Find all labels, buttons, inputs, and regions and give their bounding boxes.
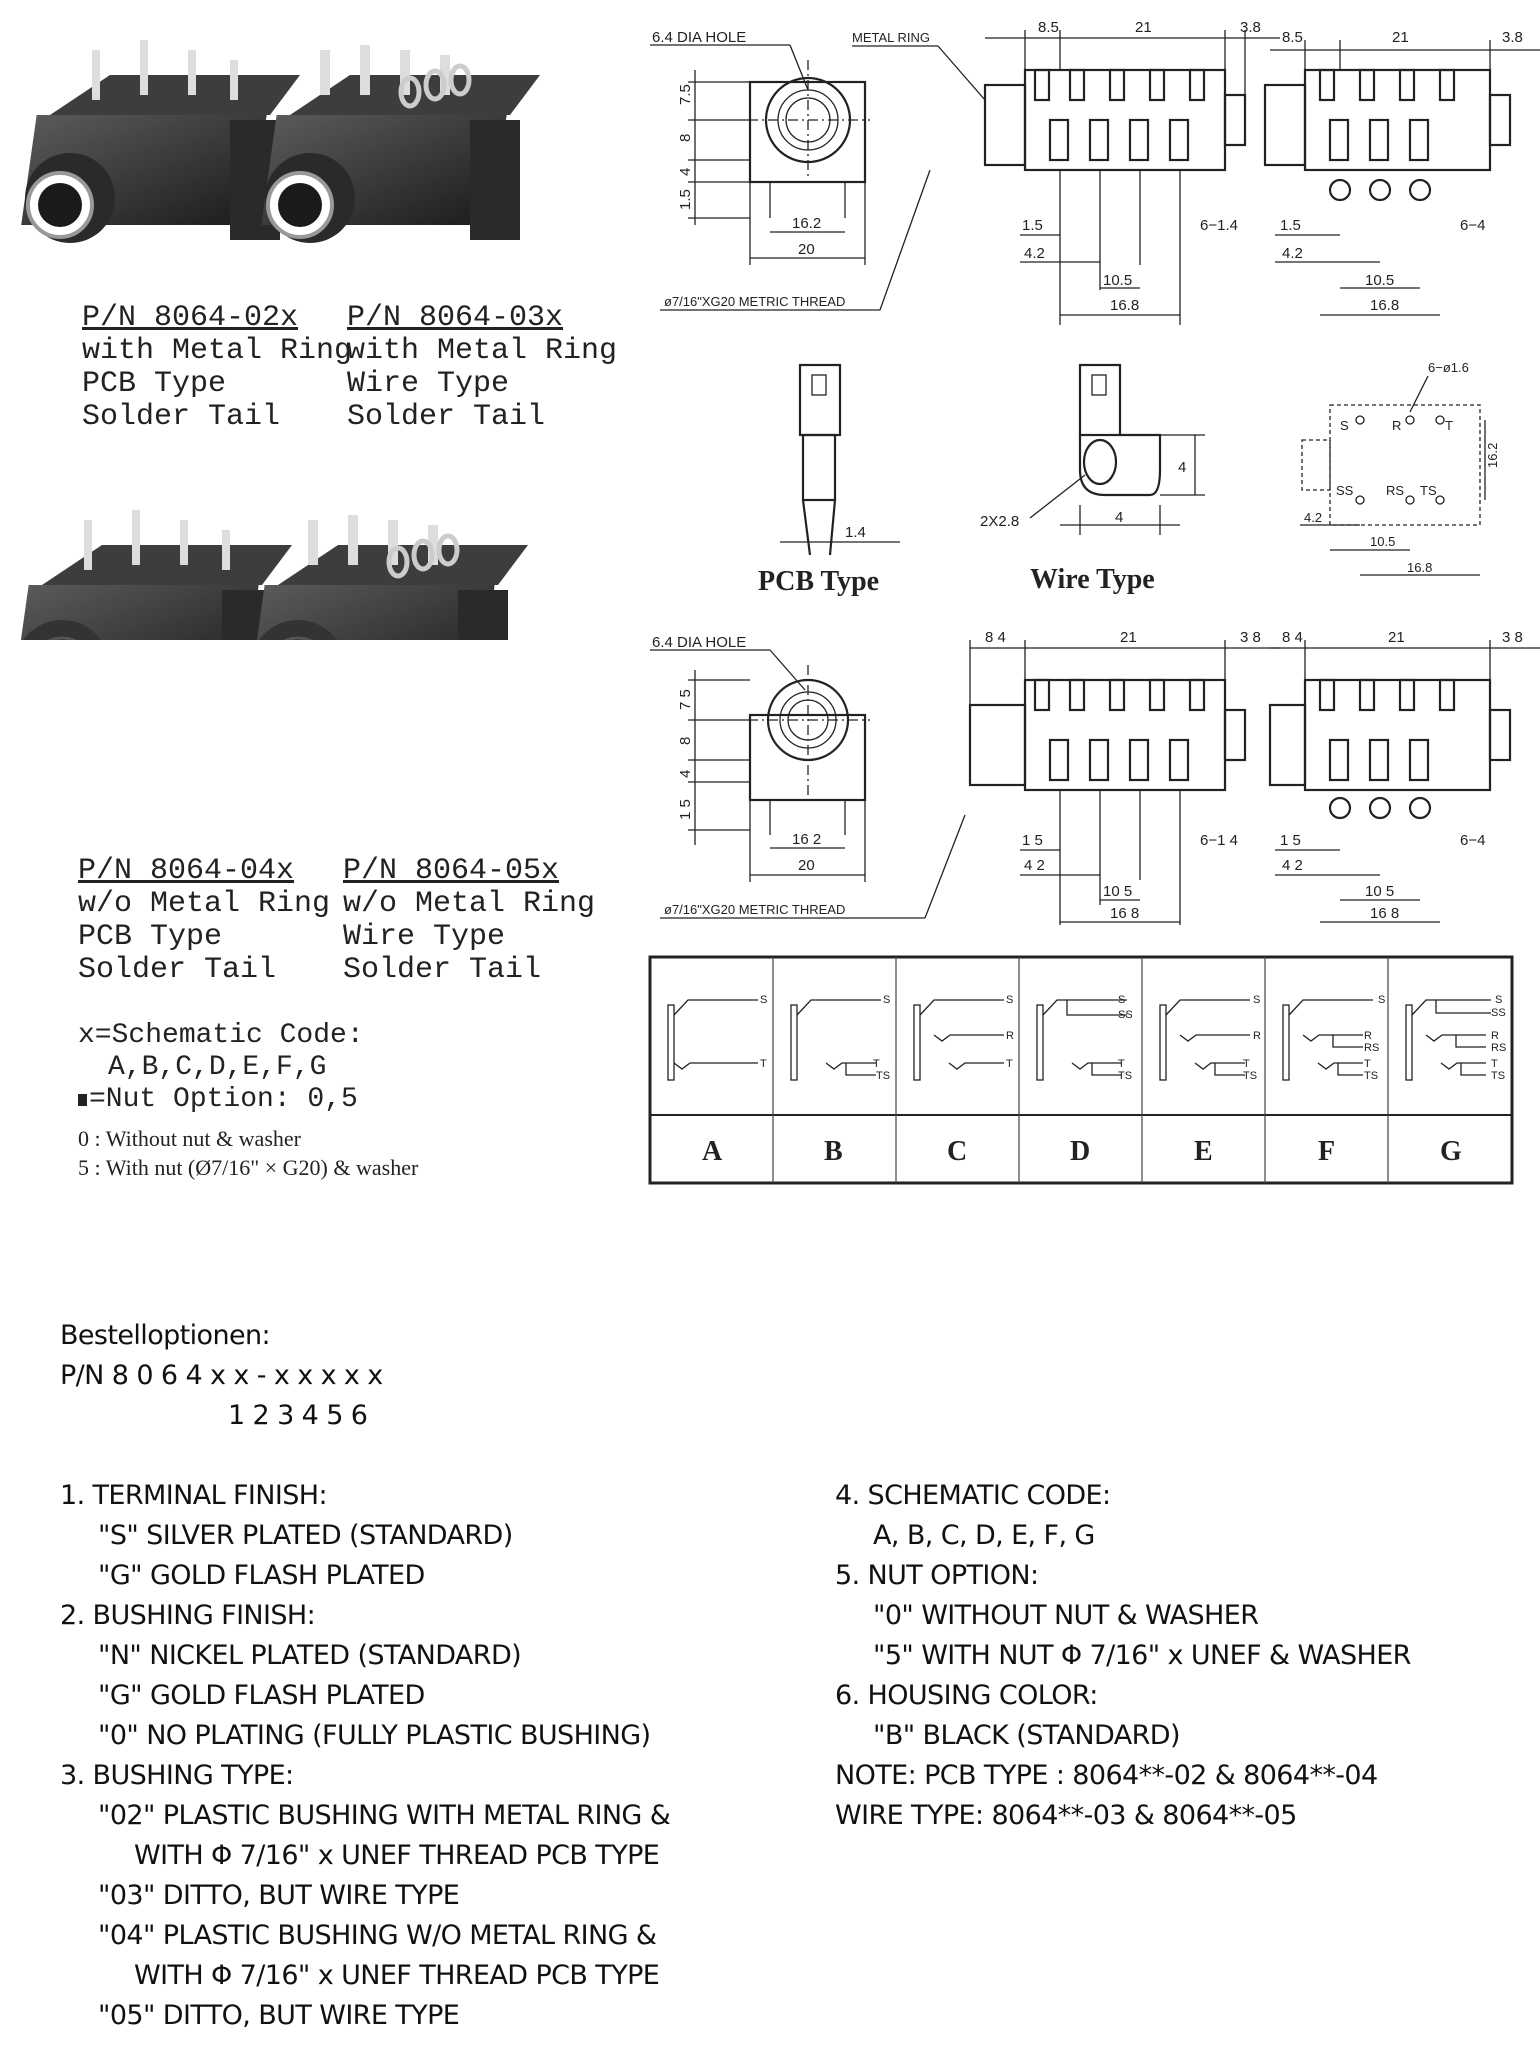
svg-text:R: R	[1364, 1030, 1372, 1042]
svg-text:S: S	[1006, 994, 1014, 1006]
dia-hole-label-b: 6.4 DIA HOLE	[652, 634, 747, 651]
ordering-line: 3. BUSHING TYPE:	[60, 1760, 294, 1791]
tail-option: Solder Tail	[347, 400, 546, 434]
dim-4: 4	[677, 167, 694, 176]
ordering-line: WITH Φ 7/16" x UNEF THREAD PCB TYPE	[134, 1840, 660, 1871]
svg-text:SS: SS	[1491, 1007, 1506, 1019]
nut-option-0: 0 : Without nut & washer	[78, 1126, 301, 1151]
ring-option: with Metal Ring	[347, 334, 618, 368]
dim-4-b: 4	[677, 769, 694, 778]
svg-text:S: S	[1495, 994, 1503, 1006]
dim-4-wire-h: 4	[1115, 509, 1124, 526]
svg-text:TS: TS	[1364, 1070, 1379, 1082]
ordering-line: 6. HOUSING COLOR:	[835, 1680, 1098, 1711]
dim-6-1-4: 6−1.4	[1200, 217, 1238, 234]
dim-1-5-side: 1.5	[1022, 217, 1043, 234]
nut-option-5: 5 : With nut (Ø7/16" × G20) & washer	[78, 1155, 419, 1180]
part-number: P/N 8064-04x	[78, 854, 295, 888]
svg-text:T: T	[1364, 1058, 1371, 1070]
dim-1-4: 1.4	[845, 524, 866, 541]
dim-3-8-d: 3 8	[1502, 629, 1523, 646]
ring-option: w/o Metal Ring	[78, 887, 331, 921]
ordering-line: "02" PLASTIC BUSHING WITH METAL RING &	[98, 1800, 671, 1831]
holes-label: 6−ø1.6	[1428, 360, 1469, 375]
tail-option: Solder Tail	[78, 953, 277, 987]
dim-4-2-b: 4.2	[1282, 245, 1303, 262]
schematic-code-values: A,B,C,D,E,F,G	[108, 1052, 327, 1083]
side-view-wire	[1265, 29, 1540, 315]
dim-7-5: 7.5	[677, 84, 694, 105]
pin-ss: SS	[1336, 483, 1354, 498]
schematic-code-b: B	[824, 1136, 843, 1167]
dim-10-5-b: 10.5	[1365, 272, 1395, 289]
schematic-table	[648, 955, 1518, 1187]
dim-10-5-fp: 10.5	[1370, 534, 1396, 549]
pin-rs: RS	[1386, 483, 1405, 498]
ordering-line: 5. NUT OPTION:	[835, 1560, 1039, 1591]
dim-20-b: 20	[798, 857, 815, 874]
svg-text:R: R	[1253, 1030, 1261, 1042]
type-option: Wire Type	[343, 920, 506, 954]
thread-label-b: ø7/16"XG20 METRIC THREAD	[664, 902, 846, 917]
dim-21-d: 21	[1388, 629, 1405, 646]
pin-ts: TS	[1420, 483, 1437, 498]
svg-text:RS: RS	[1491, 1042, 1507, 1054]
ordering-line: "0" WITHOUT NUT & WASHER	[873, 1600, 1259, 1631]
ordering-list-right	[835, 1476, 1411, 1836]
svg-text:R: R	[1491, 1030, 1499, 1042]
dim-3-8-b: 3.8	[1502, 29, 1523, 46]
dim-8-5: 8.5	[1038, 19, 1059, 36]
dim-4-wire-v: 4	[1178, 459, 1187, 476]
dim-4-2-c: 4 2	[1024, 857, 1045, 874]
schematic-code-a: A	[702, 1136, 723, 1167]
ordering-header	[60, 1316, 383, 1436]
ordering-line: "0" NO PLATING (FULLY PLASTIC BUSHING)	[98, 1720, 651, 1751]
schematic-code-c: C	[947, 1136, 968, 1167]
dim-20: 20	[798, 241, 815, 258]
dim-21: 21	[1135, 19, 1152, 36]
dim-4-2: 4.2	[1024, 245, 1045, 262]
svg-text:S: S	[1118, 994, 1126, 1006]
svg-text:T: T	[760, 1058, 767, 1070]
dim-16-8: 16.8	[1110, 297, 1140, 314]
ordering-line: NOTE: PCB TYPE : 8064**-02 & 8064**-04	[835, 1760, 1378, 1791]
dim-8-5-b: 8.5	[1282, 29, 1303, 46]
photo-8064-02	[21, 40, 300, 243]
dim-1-5-b: 1.5	[1280, 217, 1301, 234]
product-label-02	[82, 302, 352, 434]
dim-10-5: 10.5	[1103, 272, 1133, 289]
dim-6-4-d: 6−4	[1460, 832, 1486, 849]
dim-8-4-d: 8 4	[1282, 629, 1303, 646]
schematic-code-d: D	[1070, 1136, 1091, 1167]
drawing-bottom	[640, 620, 1540, 940]
pin-r: R	[1392, 418, 1402, 433]
ordering-line: "5" WITH NUT Φ 7/16" x UNEF & WASHER	[873, 1640, 1411, 1671]
schematic-code-f: F	[1318, 1136, 1336, 1167]
ordering-heading: Bestelloptionen:	[60, 1320, 270, 1351]
ordering-line: "N" NICKEL PLATED (STANDARD)	[98, 1640, 522, 1671]
dim-4-2-d: 4 2	[1282, 857, 1303, 874]
dim-6-1-4-c: 6−1 4	[1200, 832, 1238, 849]
svg-text:T: T	[1491, 1058, 1498, 1070]
ordering-line: A, B, C, D, E, F, G	[873, 1520, 1095, 1551]
ring-option: w/o Metal Ring	[343, 887, 596, 921]
svg-text:TS: TS	[1491, 1070, 1506, 1082]
dim-16-8-fp: 16.8	[1407, 560, 1433, 575]
dim-4-2-fp: 4.2	[1304, 510, 1323, 525]
product-label-05	[343, 855, 595, 987]
dim-16-8-b: 16.8	[1370, 297, 1400, 314]
nut-legend	[78, 1124, 418, 1182]
wire-type-label: Wire Type	[1030, 564, 1155, 595]
dim-6-4: 6−4	[1460, 217, 1486, 234]
dim-10-5-d: 10 5	[1365, 883, 1395, 900]
svg-text:R: R	[1006, 1030, 1014, 1042]
svg-text:SS: SS	[1118, 1009, 1133, 1021]
ordering-line: "05" DITTO, BUT WIRE TYPE	[98, 2000, 460, 2031]
nut-option-title: =Nut Option: 0,5	[89, 1084, 358, 1115]
ordering-line: "04" PLASTIC BUSHING W/O METAL RING &	[98, 1920, 657, 1951]
code-legend	[78, 1020, 364, 1116]
pin-s: S	[1340, 418, 1349, 433]
side-view-wire-b	[1270, 629, 1540, 922]
ordering-line: "G" GOLD FLASH PLATED	[98, 1560, 425, 1591]
tail-option: Solder Tail	[82, 400, 281, 434]
ordering-line: "B" BLACK (STANDARD)	[873, 1720, 1180, 1751]
terminal-details	[640, 350, 1540, 610]
photo-8064-05	[249, 515, 528, 640]
nut-marker-icon	[78, 1094, 87, 1106]
dim-16-8-c: 16 8	[1110, 905, 1140, 922]
part-number: P/N 8064-02x	[82, 301, 299, 335]
drawing-top	[640, 10, 1540, 350]
svg-text:TS: TS	[876, 1070, 891, 1082]
product-label-03	[347, 302, 617, 434]
pcb-type-label: PCB Type	[758, 566, 880, 597]
ordering-line: 4. SCHEMATIC CODE:	[835, 1480, 1111, 1511]
ring-option: with Metal Ring	[82, 334, 353, 368]
svg-text:RS: RS	[1364, 1042, 1380, 1054]
metal-ring-label: METAL RING	[852, 30, 931, 45]
ordering-line: "S" SILVER PLATED (STANDARD)	[98, 1520, 513, 1551]
type-option: PCB Type	[78, 920, 223, 954]
svg-text:T: T	[873, 1058, 880, 1070]
svg-text:S: S	[760, 994, 768, 1006]
photo-8064-03	[261, 45, 540, 243]
footprint	[1300, 360, 1500, 575]
type-option: PCB Type	[82, 367, 227, 401]
ordering-positions: 1 2 3 4 5 6	[228, 1400, 368, 1431]
pcb-terminal	[758, 365, 900, 597]
dim-1-5: 1.5	[677, 189, 694, 210]
dim-16-2-fp: 16.2	[1485, 442, 1500, 468]
dim-1-5-c: 1 5	[1022, 832, 1043, 849]
ordering-pn-pattern: P/N 8 0 6 4 x x - x x x x x	[60, 1360, 383, 1391]
dim-2x2-8: 2X2.8	[980, 513, 1020, 530]
type-option: Wire Type	[347, 367, 510, 401]
dim-8-4: 8 4	[985, 629, 1006, 646]
schematic-code-e: E	[1194, 1136, 1213, 1167]
svg-text:S: S	[1378, 994, 1386, 1006]
schematic-code-title: x=Schematic Code:	[78, 1020, 364, 1051]
dim-3-8-c: 3 8	[1240, 629, 1261, 646]
dim-10-5-c: 10 5	[1103, 883, 1133, 900]
dim-16-2-b: 16 2	[792, 831, 822, 848]
photo-8064-04	[20, 510, 292, 640]
dim-21-b: 21	[1392, 29, 1409, 46]
svg-text:S: S	[883, 994, 891, 1006]
svg-text:T: T	[1006, 1058, 1013, 1070]
side-view-pcb-b	[970, 629, 1280, 925]
ordering-line: "G" GOLD FLASH PLATED	[98, 1680, 425, 1711]
dim-7-5-b: 7 5	[677, 689, 694, 710]
ordering-list-left	[60, 1476, 670, 2036]
ordering-line: "03" DITTO, BUT WIRE TYPE	[98, 1880, 460, 1911]
dim-16-2: 16.2	[792, 215, 822, 232]
schematic-code-g: G	[1440, 1136, 1462, 1167]
dim-16-8-d: 16 8	[1370, 905, 1400, 922]
side-view-pcb	[852, 19, 1280, 325]
svg-text:TS: TS	[1118, 1070, 1133, 1082]
ordering-line: 2. BUSHING FINISH:	[60, 1600, 316, 1631]
svg-text:T: T	[1118, 1058, 1125, 1070]
front-view-b	[650, 634, 965, 918]
dia-hole-label: 6.4 DIA HOLE	[652, 29, 747, 46]
front-view	[650, 29, 930, 310]
part-number: P/N 8064-05x	[343, 854, 560, 888]
product-label-04	[78, 855, 330, 987]
ordering-line: 1. TERMINAL FINISH:	[60, 1480, 327, 1511]
ordering-line: WIRE TYPE: 8064**-03 & 8064**-05	[835, 1800, 1297, 1831]
ordering-line: WITH Φ 7/16" x UNEF THREAD PCB TYPE	[134, 1960, 660, 1991]
svg-text:T: T	[1243, 1058, 1250, 1070]
dim-1-5-d: 1 5	[1280, 832, 1301, 849]
dim-1-5-bf: 1 5	[677, 799, 694, 820]
dim-8-b: 8	[677, 736, 694, 745]
pin-t: T	[1445, 418, 1453, 433]
dim-8: 8	[677, 133, 694, 142]
svg-text:TS: TS	[1243, 1070, 1258, 1082]
part-number: P/N 8064-03x	[347, 301, 564, 335]
thread-label: ø7/16"XG20 METRIC THREAD	[664, 294, 846, 309]
dim-21-c: 21	[1120, 629, 1137, 646]
svg-text:S: S	[1253, 994, 1261, 1006]
dim-3-8: 3.8	[1240, 19, 1261, 36]
wire-terminal	[980, 365, 1205, 595]
tail-option: Solder Tail	[343, 953, 542, 987]
